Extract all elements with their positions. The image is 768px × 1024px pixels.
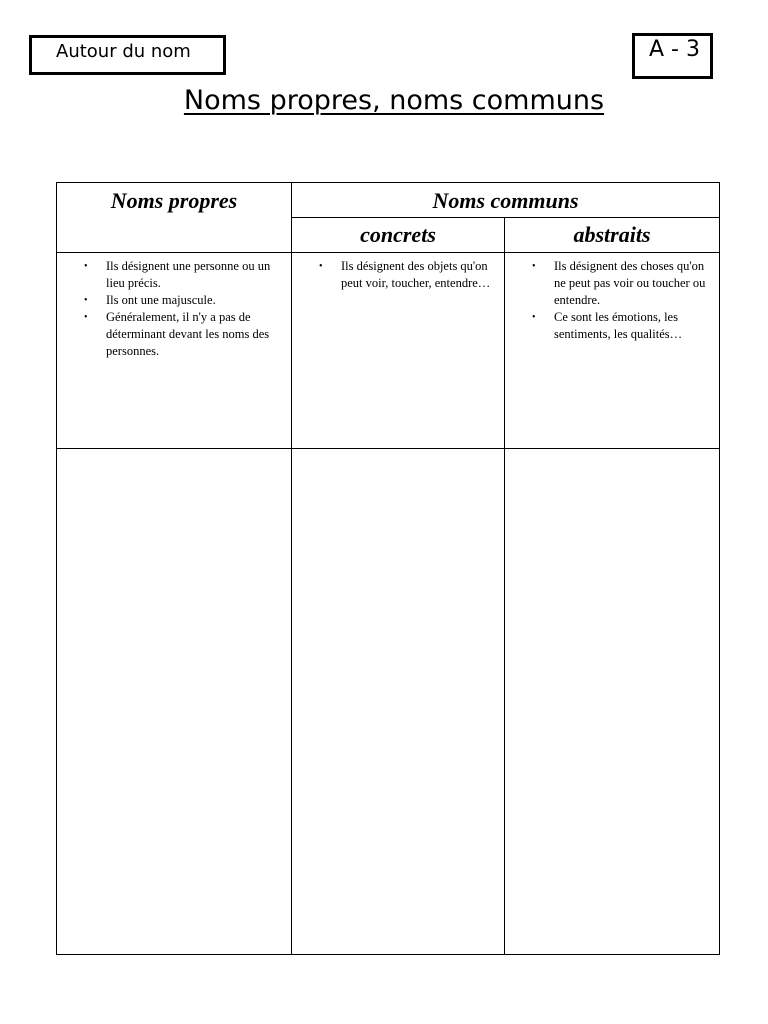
list-item: • Généralement, il n'y a pas de déterminant devant les noms des personnes. — [106, 309, 285, 360]
sheet-code-box — [632, 33, 713, 79]
abstract-definition-list — [505, 258, 713, 343]
proper-examples-cell — [57, 449, 292, 955]
list-item: • Ils désignent des choses qu'on ne peut pas voir ou toucher ou entendre. — [554, 258, 713, 309]
category-label: Autour du nom — [56, 41, 191, 62]
header-row — [57, 183, 720, 218]
list-item: • Ils désignent une personne ou un lieu précis. — [106, 258, 285, 292]
category-label-box — [29, 35, 226, 75]
abstract-examples-cell — [505, 449, 720, 955]
definition-row — [57, 253, 720, 449]
nouns-table — [56, 182, 720, 955]
list-item: • Ils désignent des objets qu'on peut voir, toucher, entendre… — [341, 258, 498, 292]
concrete-definition-cell — [292, 253, 505, 449]
subheader-abstract: abstraits — [505, 218, 720, 253]
header-proper-nouns: Noms propres — [57, 183, 292, 253]
proper-definition-list — [57, 258, 285, 360]
proper-definition-cell — [57, 253, 292, 449]
sheet-code: A - 3 — [649, 37, 700, 62]
list-item: • Ils ont une majuscule. — [106, 292, 285, 309]
abstract-definition-cell — [505, 253, 720, 449]
header-common-nouns: Noms communs — [292, 183, 720, 218]
subheader-concrete: concrets — [292, 218, 505, 253]
concrete-definition-list — [292, 258, 498, 292]
list-item: • Ce sont les émotions, les sentiments, les qualités… — [554, 309, 713, 343]
concrete-examples-cell — [292, 449, 505, 955]
examples-row — [57, 449, 720, 955]
page-title: Noms propres, noms communs — [183, 85, 605, 116]
